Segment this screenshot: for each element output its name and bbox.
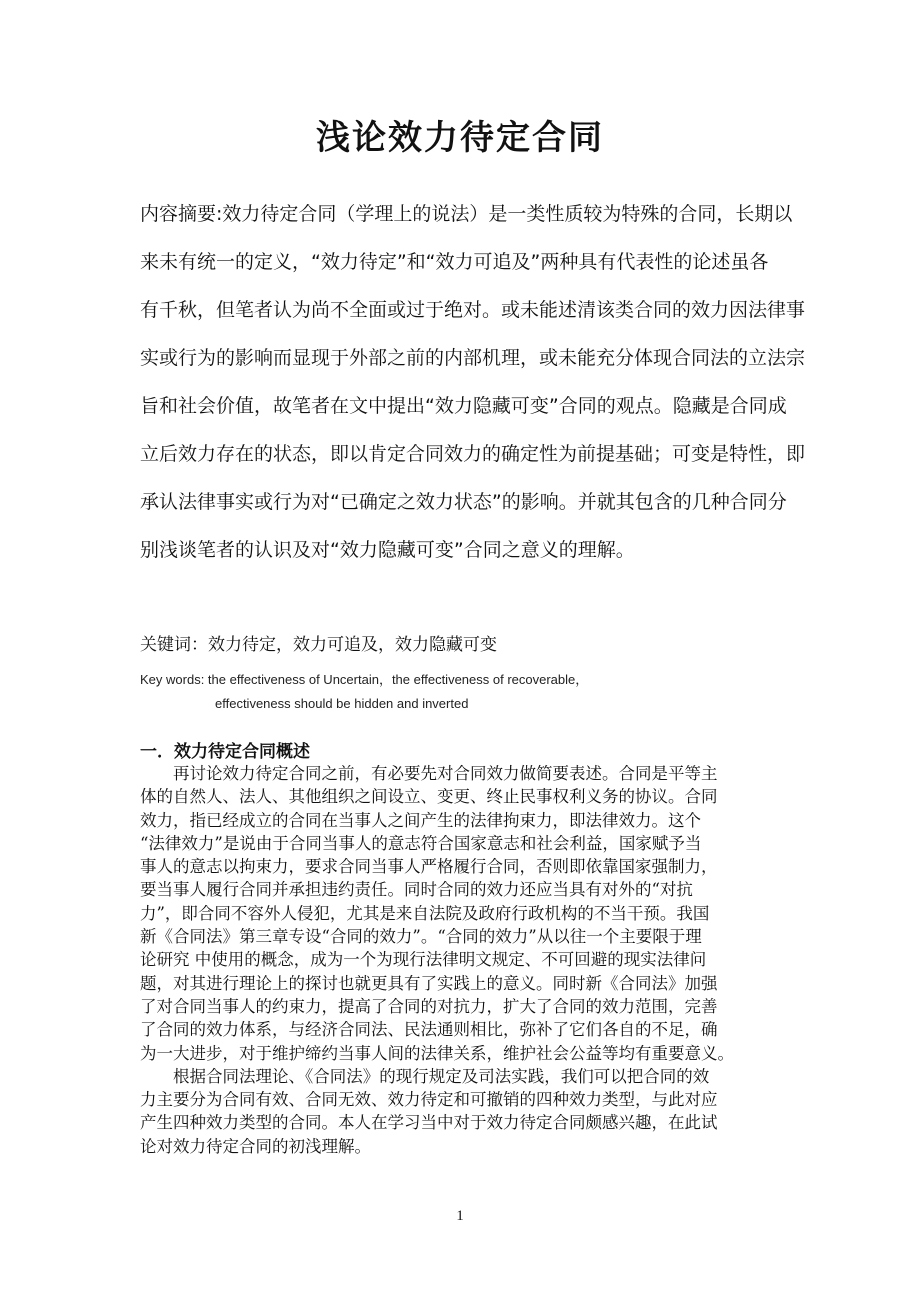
body-line: “法律效力”是说由于合同当事人的意志符合国家意志和社会利益，国家赋予当 <box>140 833 702 853</box>
abstract-line: 立后效力存在的状态，即以肯定合同效力的确定性为前提基础；可变是特性，即 <box>140 443 806 465</box>
body-line: 为一大进步，对于维护缔约当事人间的法律关系，维护社会公益等均有重要意义。 <box>140 1043 734 1063</box>
section-body <box>140 762 782 1158</box>
abstract-line: 内容摘要:效力待定合同（学理上的说法）是一类性质较为特殊的合同，长期以 <box>140 203 793 225</box>
body-line: 再讨论效力待定合同之前，有必要先对合同效力做简要表述。合同是平等主 <box>140 764 718 783</box>
english-keywords-line-1: Key words: the effectiveness of Uncertain，the effectiveness of recoverable， <box>140 672 589 687</box>
document-title: 浅论效力待定合同 <box>316 118 604 158</box>
body-line: 要当事人履行合同并承担违约责任。同时合同的效力还应当具有对外的“对抗 <box>140 880 693 900</box>
body-line: 力”，即合同不容外人侵犯，尤其是来自法院及政府行政机构的不当干预。我国 <box>140 903 710 923</box>
abstract-line: 实或行为的影响而显现于外部之前的内部机理，或未能充分体现合同法的立法宗 <box>140 347 806 369</box>
abstract <box>140 190 806 574</box>
body-line: 力主要分为合同有效、合同无效、效力待定和可撤销的四种效力类型，与此对应 <box>140 1090 718 1110</box>
body-line: 产生四种效力类型的合同。本人在学习当中对于效力待定合同颇感兴趣，在此试 <box>140 1113 718 1133</box>
body-line: 题，对其进行理论上的探讨也就更具有了实践上的意义。同时新《合同法》加强 <box>140 973 718 993</box>
abstract-line: 别浅谈笔者的认识及对“效力隐藏可变”合同之意义的理解。 <box>140 539 635 561</box>
body-line: 了合同的效力体系，与经济合同法、民法通则相比，弥补了它们各自的不足，确 <box>140 1020 718 1040</box>
abstract-line: 承认法律事实或行为对“已确定之效力状态”的影响。并就其包含的几种合同分 <box>140 491 787 513</box>
body-line: 论研究 中使用的概念，成为一个为现行法律明文规定、不可回避的现实法律问 <box>140 950 707 970</box>
keywords: 关键词：效力待定，效力可追及，效力隐藏可变 <box>140 635 497 655</box>
abstract-line: 旨和社会价值，故笔者在文中提出“效力隐藏可变”合同的观点。隐藏是合同成 <box>140 395 787 417</box>
body-line: 体的自然人、法人、其他组织之间设立、变更、终止民事权利义务的协议。合同 <box>140 787 718 807</box>
body-line: 事人的意志以拘束力，要求合同当事人严格履行合同，否则即依靠国家强制力， <box>140 857 718 877</box>
body-line: 根据合同法理论、《合同法》的现行规定及司法实践，我们可以把合同的效 <box>140 1066 710 1086</box>
english-keywords-line-2: effectiveness should be hidden and inverted <box>215 696 469 711</box>
body-line: 论对效力待定合同的初浅理解。 <box>140 1136 371 1156</box>
english-keywords <box>140 668 782 716</box>
section-heading: 一．效力待定合同概述 <box>140 742 310 762</box>
page-number: 1 <box>456 1208 464 1224</box>
body-line: 了对合同当事人的约束力，提高了合同的对抗力，扩大了合同的效力范围，完善 <box>140 996 718 1016</box>
body-line: 效力，指已经成立的合同在当事人之间产生的法律拘束力，即法律效力。这个 <box>140 810 701 830</box>
abstract-line: 有千秋，但笔者认为尚不全面或过于绝对。或未能述清该类合同的效力因法律事 <box>140 299 806 321</box>
body-line: 新《合同法》第三章专设“合同的效力”。“合同的效力”从以往一个主要限于理 <box>140 927 702 947</box>
abstract-line: 来未有统一的定义，“效力待定”和“效力可追及”两种具有代表性的论述虽各 <box>140 251 769 273</box>
